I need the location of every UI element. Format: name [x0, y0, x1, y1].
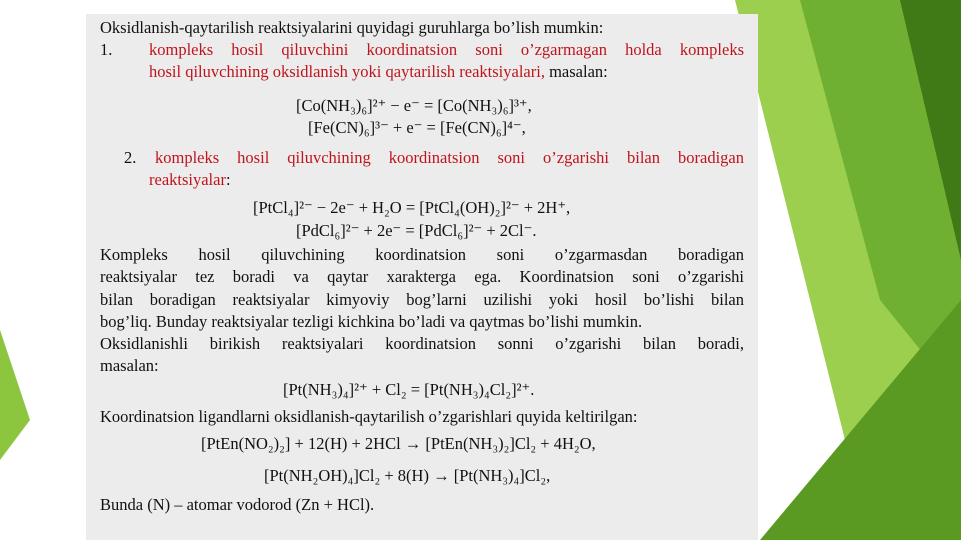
list-item-1-line2-rest: masalan: — [544, 62, 608, 81]
equation-pt-cl2: [Pt(NH₃)₄]²⁺ + Cl₂ = [Pt(NH₃)₄Cl₂]²⁺. — [283, 380, 535, 399]
equation-pdcl6: [PdCl₆]²⁻ + 2e⁻ = [PdCl₆]²⁻ + 2Cl⁻. — [296, 221, 537, 240]
paragraph1-line3: bilan boradigan reaktsiyalar kimyoviy bog’larni uzilishi yoki hosil bo’lishi bilan — [100, 290, 744, 309]
paragraph3: Koordinatsion ligandlarni oksidlanish-qaytarilish o’zgarishlari quyida keltirilgan: — [100, 407, 638, 426]
paragraph1-line1: Kompleks hosil qiluvchining koordinatsion soni o’zgarmasdan boradigan — [100, 245, 744, 264]
list-item-2-line2 — [149, 169, 231, 191]
list-item-2-line2-rest: : — [225, 170, 231, 189]
paragraph1-line2: reaktsiyalar tez boradi va qaytar xarakterga ega. Koordinatsion soni o’zgarishi — [100, 267, 744, 286]
list-item-2-line2-red: reaktsiyalar — [149, 170, 226, 189]
list-item-1-number: 1. — [100, 40, 113, 59]
list-item-1-line1: kompleks hosil qiluvchini koordinatsion soni o’zgarmagan holda kompleks — [149, 40, 744, 59]
green-left-accent — [0, 330, 30, 460]
equation-fe: [Fe(CN)₆]³⁻ + e⁻ = [Fe(CN)₆]⁴⁻, — [308, 118, 526, 137]
paragraph2-line1: Oksidlanishli birikish reaktsiyalari koordinatsion sonni o’zgarishi bilan boradi, — [100, 334, 744, 353]
intro-text: Oksidlanish-qaytarilish reaktsiyalarini quyidagi guruhlarga bo’lish mumkin: — [100, 18, 604, 37]
list-item-1-line2 — [149, 61, 608, 83]
equation-ptcl4: [PtCl₄]²⁻ − 2e⁻ + H₂O = [PtCl₄(OH)₂]²⁻ + 2H⁺, — [253, 198, 571, 217]
paragraph2-line2: masalan: — [100, 356, 159, 375]
equation-pten: [PtEn(NO₂)₂] + 12(H) + 2HCl → [PtEn(NH₃)₂]Cl₂ + 4H₂O, — [201, 434, 596, 453]
list-item-2-line1: kompleks hosil qiluvchining koordinatsion soni o’zgarishi bilan boradigan — [155, 148, 744, 167]
list-item-2-number: 2. — [124, 148, 137, 167]
closing-text: Bunda (N) – atomar vodorod (Zn + HCl). — [100, 495, 375, 514]
paragraph1-line4: bog’liq. Bunday reaktsiyalar tezligi kichkina bo’ladi va qaytmas bo’lishi mumkin. — [100, 312, 643, 331]
list-item-1-line2-red: hosil qiluvchining oksidlanish yoki qaytarilish reaktsiyalari, — [149, 62, 545, 81]
equation-co: [Co(NH₃)₆]²⁺ − e⁻ = [Co(NH₃)₆]³⁺, — [296, 96, 532, 115]
equation-pt-nh2oh: [Pt(NH₂OH)₄]Cl₂ + 8(H) → [Pt(NH₃)₄]Cl₂, — [264, 466, 551, 485]
